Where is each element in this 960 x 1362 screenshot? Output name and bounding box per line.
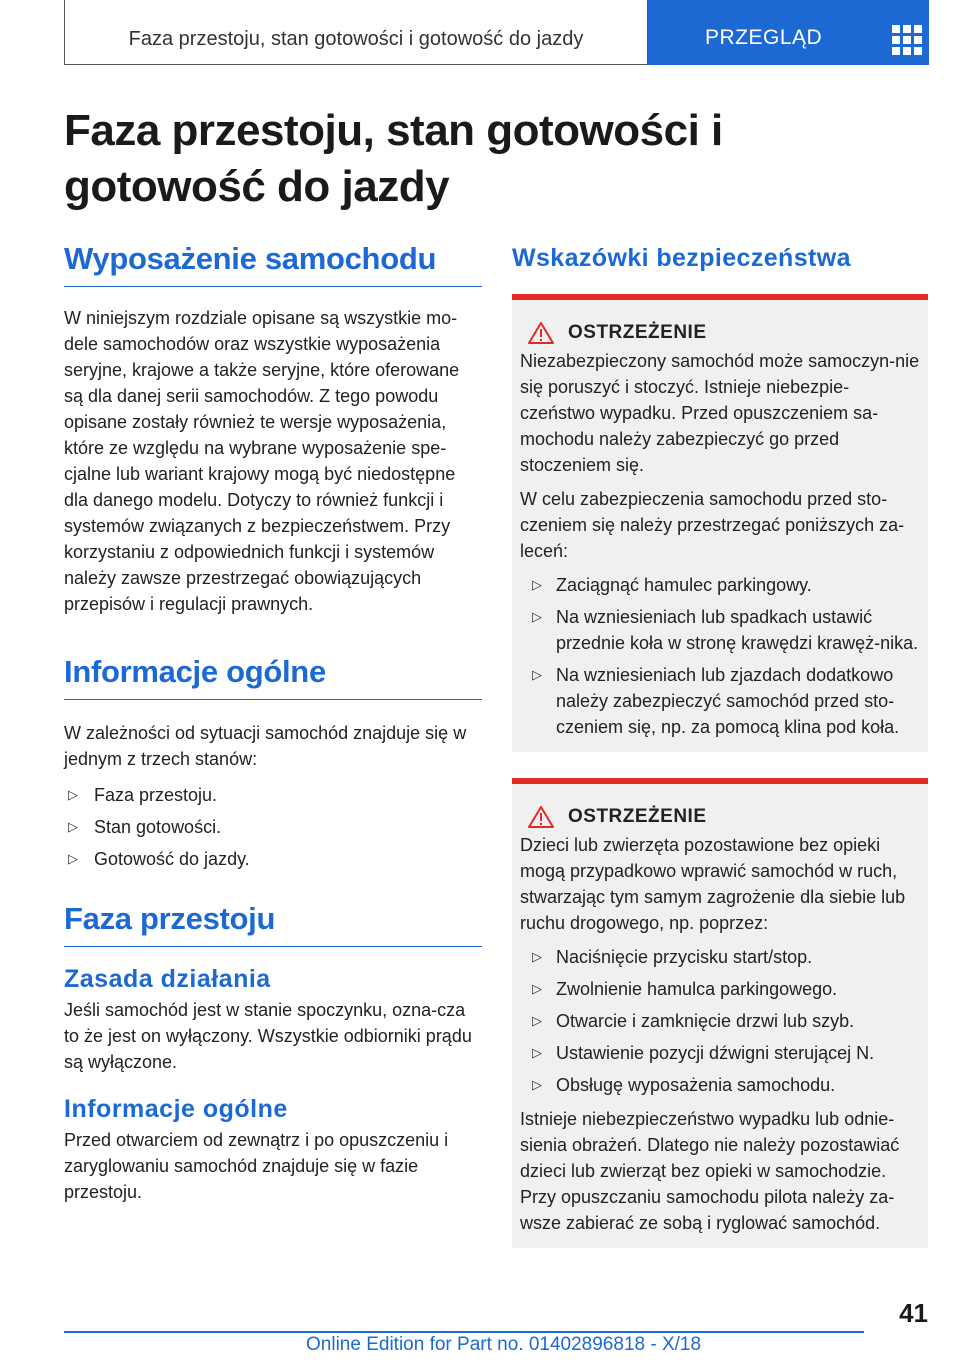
triangle-bullet-icon: ▷ [532, 1077, 542, 1092]
warning-paragraph: Istnieje niebezpieczeństwo wypadku lub odnie‐sienia obrażeń. Dlatego nie należy pozostawiać dzieci lub zwierząt bez opieki w samochodzie. Przy opuszczaniu samochodu pilota należy za‐wsze zabierać ze sobą i ryglować samochód. [520, 1109, 900, 1233]
warning-header [520, 322, 920, 344]
heading-safety: Wskazówki bezpieczeństwa [512, 244, 851, 272]
header-title: Faza przestoju, stan gotowości i gotowość do jazdy [128, 28, 584, 50]
left-column [64, 240, 482, 1205]
general-info-paragraph: W zależności od sytuacji samochód znajduje się w jednym z trzech stanów: [64, 723, 467, 769]
warning-box-children [512, 778, 928, 1248]
states-list [64, 782, 482, 872]
warning-triangle-icon [528, 806, 554, 828]
equipment-paragraph: W niniejszym rozdziale opisane są wszystkie mo‐dele samochodów oraz wszystkie wyposażenia seryjne, krajowe a także seryjne, które oferowane są dla danej serii samochodów. Z tego powodu opisane zostały również te wersje wyposażenia, które ze względu na wybrane wyposażenie spe‐cjalne lub wariant krajowy mogą być niedostępne dla danego modelu. Dotyczy to również funkcji i systemów związanych z bezpieczeństwem. Przy korzystaniu z odpowiednich funkcji i systemów należy zawsze przestrzegać obowiązujących przepisów i regulacji prawnych. [64, 308, 460, 614]
heading-standstill: Faza przestoju [64, 900, 482, 947]
warning-title: OSTRZEŻENIE [568, 806, 707, 827]
grid-icon[interactable] [892, 25, 922, 55]
heading-general-info-2: Informacje ogólne [64, 1095, 288, 1123]
warning-paragraph: Dzieci lub zwierzęta pozostawione bez opieki mogą przypadkowo wprawić samochód w ruch, stwarzając tym samym zagrożenie dla siebie lub ruchu drogowego, np. poprzez: [520, 835, 906, 933]
right-column [512, 240, 928, 1248]
heading-principle: Zasada działania [64, 965, 271, 993]
list-item: ▷ Otwarcie i zamknięcie drzwi lub szyb. [520, 1008, 920, 1034]
triangle-bullet-icon: ▷ [532, 981, 542, 996]
list-item: ▷ Na wzniesieniach lub spadkach ustawić przednie koła w stronę krawędzi krawęż‐nika. [520, 604, 920, 656]
warning-title: OSTRZEŻENIE [568, 322, 707, 343]
heading-equipment: Wyposażenie samochodu [64, 240, 482, 287]
triangle-bullet-icon: ▷ [532, 667, 542, 682]
list-item: ▷ Zwolnienie hamulca parkingowego. [520, 976, 920, 1002]
triangle-bullet-icon: ▷ [532, 577, 542, 592]
edition-footer: Online Edition for Part no. 01402896818 - X/18 [306, 1334, 702, 1355]
page-number: 41 [899, 1298, 928, 1328]
triangle-bullet-icon: ▷ [532, 1013, 542, 1028]
list-item: ▷ Stan gotowości. [64, 814, 482, 840]
warning-paragraph: W celu zabezpieczenia samochodu przed sto‐czeniem się należy przestrzegać poniższych za‐leceń: [520, 489, 905, 561]
list-item: ▷ Ustawienie pozycji dźwigni sterującej N. [520, 1040, 920, 1066]
warning-paragraph: Niezabezpieczony samochód może samoczyn‐nie się poruszyć i stoczyć. Istnieje niebezpie‐czeństwo wypadku. Przed opuszczeniem sa‐mochodu należy zabezpieczyć go przed stoczeniem się. [520, 351, 920, 475]
list-item: ▷ Gotowość do jazdy. [64, 846, 482, 872]
triangle-bullet-icon: ▷ [532, 1045, 542, 1060]
list-item: ▷ Zaciągnąć hamulec parkingowy. [520, 572, 920, 598]
heading-general-info: Informacje ogólne [64, 653, 482, 700]
list-item: ▷ Faza przestoju. [64, 782, 482, 808]
warning-list [520, 944, 920, 1098]
triangle-bullet-icon: ▷ [532, 949, 542, 964]
page-title: Faza przestoju, stan gotowości i gotowość do jazdy [64, 106, 723, 211]
warning-list [520, 572, 920, 740]
warning-header [520, 806, 920, 828]
list-item: ▷ Naciśnięcie przycisku start/stop. [520, 944, 920, 970]
triangle-bullet-icon: ▷ [68, 787, 78, 802]
triangle-bullet-icon: ▷ [532, 609, 542, 624]
list-item: ▷ Obsługę wyposażenia samochodu. [520, 1072, 920, 1098]
list-item: ▷ Na wzniesieniach lub zjazdach dodatkowo należy zabezpieczyć samochód przed sto‐czeniem się, np. za pomocą klina pod koła. [520, 662, 920, 740]
principle-paragraph: Jeśli samochód jest w stanie spoczynku, ozna‐cza to że jest on wyłączony. Wszystkie odbiorniki prądu są wyłączone. [64, 1000, 472, 1072]
warning-box-rolling [512, 294, 928, 752]
general-info-2-paragraph: Przed otwarciem od zewnątrz i po opuszczeniu i zaryglowaniu samochód znajduje się w fazie przestoju. [64, 1130, 449, 1202]
triangle-bullet-icon: ▷ [68, 851, 78, 866]
footer-rule [64, 1331, 864, 1333]
overview-link[interactable]: PRZEGLĄD [705, 26, 823, 49]
triangle-bullet-icon: ▷ [68, 819, 78, 834]
warning-triangle-icon [528, 322, 554, 344]
